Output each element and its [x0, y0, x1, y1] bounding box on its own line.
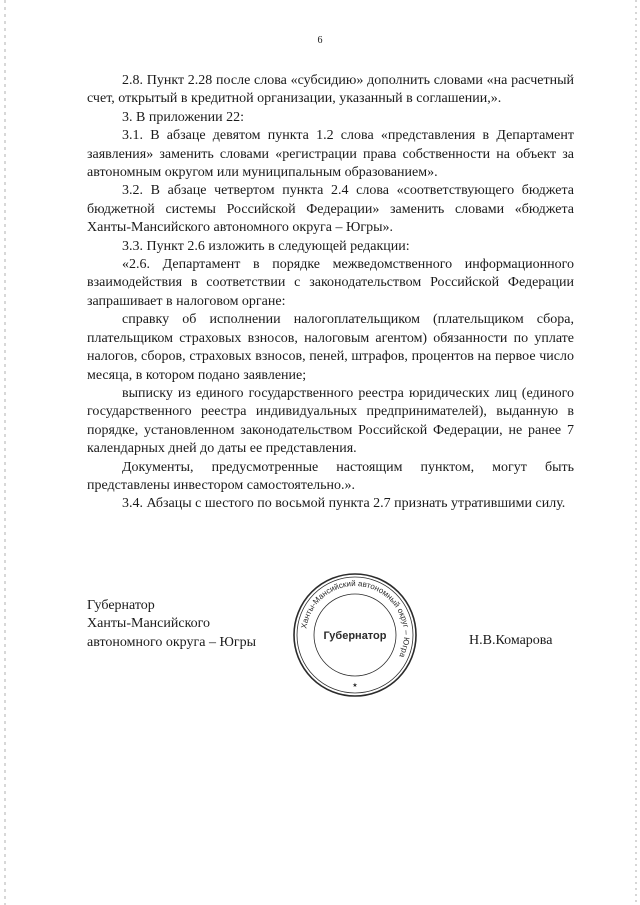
- paragraph-3-3: 3.3. Пункт 2.6 изложить в следующей редакции:: [122, 238, 410, 254]
- official-seal: [291, 571, 419, 699]
- scan-edge-right: [635, 0, 637, 905]
- signatory-title: [87, 597, 256, 652]
- paragraph-2-6-intro: «2.6. Департамент в порядке межведомственного информационного взаимодействия в соответствии с законодательством Российской Федерации запрашивает в налоговом органе:: [87, 257, 574, 309]
- paragraph-tax-certificate: справку об исполнении налогоплательщиком (плательщиком сбора, плательщиком страховых взносов, налоговым агентом) обязанности по уплате налогов, сборов, страховых взносов, пеней, штрафов, процентов на первое число месяца, в котором подано заявление;: [87, 312, 574, 383]
- scan-edge-left: [4, 0, 6, 905]
- paragraph-registry-extract: выписку из единого государственного реестра юридических лиц (единого государственного реестра индивидуальных предпринимателей), выданную в порядке, установленном законодательством Российской Федерации, не ранее 7 календарных дней до даты ее представления.: [87, 385, 574, 457]
- signatory-title-line: автономного округа – Югры: [87, 634, 256, 650]
- paragraph-3-4: 3.4. Абзацы с шестого по восьмой пункта 2.7 признать утратившими силу.: [122, 496, 566, 512]
- seal-star-icon: ★: [352, 683, 358, 689]
- seal-ring-text: Ханты-Мансийский автономный округ – Югра: [299, 578, 412, 659]
- paragraph-documents: Документы, предусмотренные настоящим пунктом, могут быть представлены инвестором самостоятельно.».: [87, 459, 574, 493]
- paragraph-3-1: 3.1. В абзаце девятом пункта 1.2 слова «представления в Департамент заявления» заменить словами «регистрации права собственности на объект за автономным округом или муниципальным образованием».: [87, 128, 574, 181]
- paragraph-3-2: 3.2. В абзаце четвертом пункта 2.4 слова «соответствующего бюджета бюджетной системы Российской Федерации» заменить словами «бюджета Ханты-Мансийского автономного округа – Югры».: [87, 183, 574, 236]
- signatory-title-line: Ханты-Мансийского: [87, 616, 211, 632]
- signatory-name: Н.В.Комарова: [469, 633, 553, 648]
- signatory-title-line: Губернатор: [87, 598, 155, 613]
- seal-center-text: Губернатор: [323, 630, 387, 642]
- document-body: [87, 72, 574, 514]
- page-number: 6: [317, 35, 323, 46]
- paragraph-2-8: 2.8. Пункт 2.28 после слова «субсидию» дополнить словами «на расчетный счет, открытый в кредитной организации, указанный в соглашении,».: [87, 73, 574, 107]
- paragraph-3: 3. В приложении 22:: [122, 109, 245, 125]
- seal-graphic: [291, 571, 419, 699]
